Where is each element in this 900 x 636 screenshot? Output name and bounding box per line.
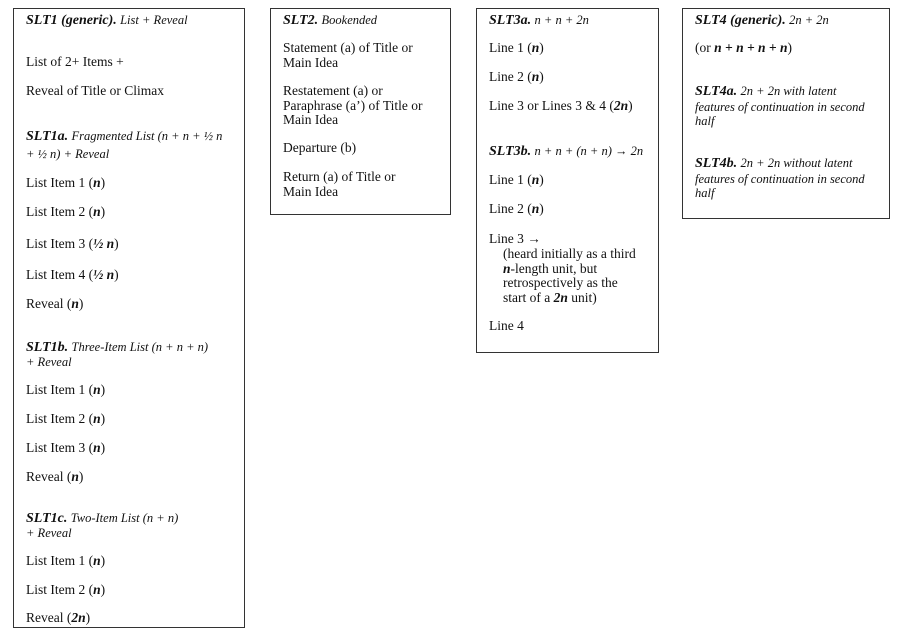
- unit: n: [93, 440, 101, 455]
- paren: ): [78, 296, 84, 311]
- line: Main Idea: [283, 112, 339, 127]
- slt4b-title: SLT4b.: [695, 156, 738, 171]
- label: List Item 1 (: [26, 553, 94, 568]
- paren: ): [114, 267, 119, 282]
- line: [503, 262, 652, 277]
- slt3a-line-2: [489, 70, 652, 85]
- paren: ): [100, 204, 106, 219]
- label: List Item 2 (: [26, 411, 94, 426]
- label: List Item 2 (: [26, 204, 94, 219]
- slt1b-title: SLT1b.: [26, 340, 69, 355]
- label: Reveal (: [26, 610, 72, 625]
- label: Line 1 (: [489, 40, 532, 55]
- paren: ): [100, 440, 106, 455]
- slt3a-heading: [489, 13, 652, 29]
- unit: n: [531, 69, 540, 84]
- slt1c-heading: [26, 511, 238, 527]
- slt1-line-list: List of 2+ Items +: [26, 54, 124, 69]
- slt4-box: [682, 8, 890, 219]
- slt2-departure: Departure (b): [283, 140, 357, 155]
- paren: ): [100, 382, 106, 397]
- slt1a-subtitle: Fragmented List (n + n + ½ n: [71, 129, 223, 143]
- unit: n: [531, 40, 540, 55]
- paren: ): [539, 172, 544, 187]
- line: Main Idea: [283, 183, 339, 199]
- paren: ): [628, 98, 633, 113]
- slt1-line-reveal: Reveal of Title or Climax: [26, 83, 164, 98]
- label: List Item 2 (: [26, 582, 94, 597]
- line: Main Idea: [283, 54, 339, 70]
- slt3a-subtitle: n + n + 2n: [534, 13, 589, 27]
- unit: n: [93, 175, 101, 190]
- line: Return (a) of Title or: [283, 169, 396, 184]
- label: List Item 1 (: [26, 382, 94, 397]
- slt1c-item-1: [26, 554, 238, 569]
- label: Line 2 (: [489, 201, 532, 216]
- slt3a-line-1: [489, 41, 652, 56]
- paren: ): [539, 201, 544, 216]
- slt2-return: [283, 170, 444, 199]
- label: Reveal (: [26, 296, 72, 311]
- unit: 2n: [71, 610, 86, 625]
- line: Paraphrase (a’) of Title or: [283, 97, 423, 113]
- unit: ½ n: [93, 236, 115, 251]
- label: Line 3 or Lines 3 & 4 (: [489, 98, 614, 113]
- unit: n: [503, 260, 511, 276]
- label: Line 1 (: [489, 172, 532, 187]
- slt1c-subtitle: Two-Item List (n + n): [70, 511, 179, 525]
- slt1b-item-2: [26, 412, 238, 427]
- unit: n + n + n + n: [714, 40, 788, 55]
- line: features of continuation in second: [695, 99, 865, 114]
- unit: n: [531, 201, 540, 216]
- slt1b-reveal: [26, 470, 238, 485]
- unit: n: [93, 204, 101, 219]
- line: [695, 156, 883, 172]
- slt4a-text: 2n + 2n with latent: [740, 84, 837, 98]
- paren: ): [100, 175, 106, 190]
- slt3a-title: SLT3a.: [489, 13, 532, 28]
- unit: 2n: [553, 289, 568, 305]
- text: (or: [695, 40, 715, 55]
- line: Statement (a) of Title or: [283, 40, 413, 55]
- slt1-title: SLT1 (generic).: [26, 13, 117, 28]
- label: List Item 3 (: [26, 236, 94, 251]
- slt2-box: [270, 8, 451, 215]
- slt3b-line-2: [489, 202, 652, 217]
- slt4a-heading: [695, 84, 883, 129]
- paren: ): [85, 610, 91, 625]
- unit: n: [93, 382, 101, 397]
- label: List Item 3 (: [26, 440, 94, 455]
- slt1-subtitle: List + Reveal: [120, 13, 188, 27]
- slt1b-subtitle: Three-Item List (n + n + n): [71, 340, 209, 354]
- slt2-heading: [283, 13, 444, 29]
- line: [503, 291, 652, 306]
- slt4a-title: SLT4a.: [695, 84, 738, 99]
- line: retrospectively as the: [503, 275, 618, 290]
- slt1b-item-1: [26, 383, 238, 398]
- slt1b-subtitle-cont: + Reveal: [26, 355, 72, 369]
- line: features of continuation in second: [695, 171, 865, 186]
- slt1a-reveal: [26, 297, 238, 312]
- slt3b-subtitle: n + n + (n + n) → 2n: [534, 144, 644, 158]
- slt1c-subtitle-cont: + Reveal: [26, 526, 72, 540]
- slt3b-heading: [489, 144, 652, 160]
- slt3b-title: SLT3b.: [489, 144, 532, 159]
- slt1b-heading: [26, 340, 238, 356]
- unit: n: [531, 172, 540, 187]
- paren: ): [100, 411, 106, 426]
- slt1c-reveal: [26, 611, 238, 626]
- unit: n: [93, 411, 101, 426]
- line: half: [695, 114, 715, 128]
- slt4-title: SLT4 (generic).: [695, 13, 786, 28]
- text: start of a: [503, 289, 554, 305]
- paren: ): [114, 236, 119, 251]
- slt2-title: SLT2.: [283, 13, 319, 28]
- slt4-subtitle: 2n + 2n: [789, 13, 829, 27]
- slt4-alternative: [695, 41, 883, 56]
- label: Line 2 (: [489, 69, 532, 84]
- unit: n: [93, 582, 101, 597]
- unit: n: [93, 553, 101, 568]
- text: ): [787, 40, 792, 55]
- slt3b-line-3: Line 3 →: [489, 231, 541, 246]
- slt1a-item-1: [26, 176, 238, 191]
- slt1a-item-3: [26, 237, 238, 252]
- paren: ): [100, 582, 106, 597]
- unit: n: [71, 296, 79, 311]
- slt1a-item-4: [26, 268, 238, 283]
- slt2-subtitle: Bookended: [321, 13, 378, 27]
- slt3b-line-4: Line 4: [489, 318, 524, 333]
- unit: 2n: [613, 98, 629, 113]
- paren: ): [539, 69, 544, 84]
- slt4b-heading: [695, 156, 883, 201]
- slt2-statement: [283, 41, 444, 70]
- slt4-heading: [695, 13, 883, 29]
- line: half: [695, 186, 715, 200]
- slt3a-line-3: [489, 99, 652, 114]
- slt4b-text: 2n + 2n without latent: [740, 156, 853, 170]
- paren: ): [539, 40, 544, 55]
- text: unit): [567, 289, 597, 305]
- slt1a-subtitle-cont: + ½ n) + Reveal: [26, 147, 110, 161]
- label: Reveal (: [26, 469, 72, 484]
- slt1-heading: [26, 13, 238, 29]
- unit: ½ n: [93, 267, 115, 282]
- label: List Item 4 (: [26, 267, 94, 282]
- slt1c-item-2: [26, 583, 238, 598]
- slt1a-heading: [26, 129, 238, 145]
- paren: ): [78, 469, 84, 484]
- slt3-box: [476, 8, 659, 353]
- slt1c-title: SLT1c.: [26, 511, 68, 526]
- slt1a-item-2: [26, 205, 238, 220]
- unit: n: [71, 469, 79, 484]
- slt1b-item-3: [26, 441, 238, 456]
- slt2-restatement: [283, 84, 444, 128]
- text: -length unit, but: [510, 260, 598, 276]
- label: List Item 1 (: [26, 175, 94, 190]
- line: Restatement (a) or: [283, 83, 383, 98]
- line: [695, 84, 883, 100]
- slt1a-title: SLT1a.: [26, 129, 69, 144]
- slt3b-line-1: [489, 173, 652, 188]
- slt3b-note: [489, 247, 652, 305]
- line: (heard initially as a third: [503, 246, 636, 261]
- slt1-box: [13, 8, 245, 628]
- paren: ): [100, 553, 106, 568]
